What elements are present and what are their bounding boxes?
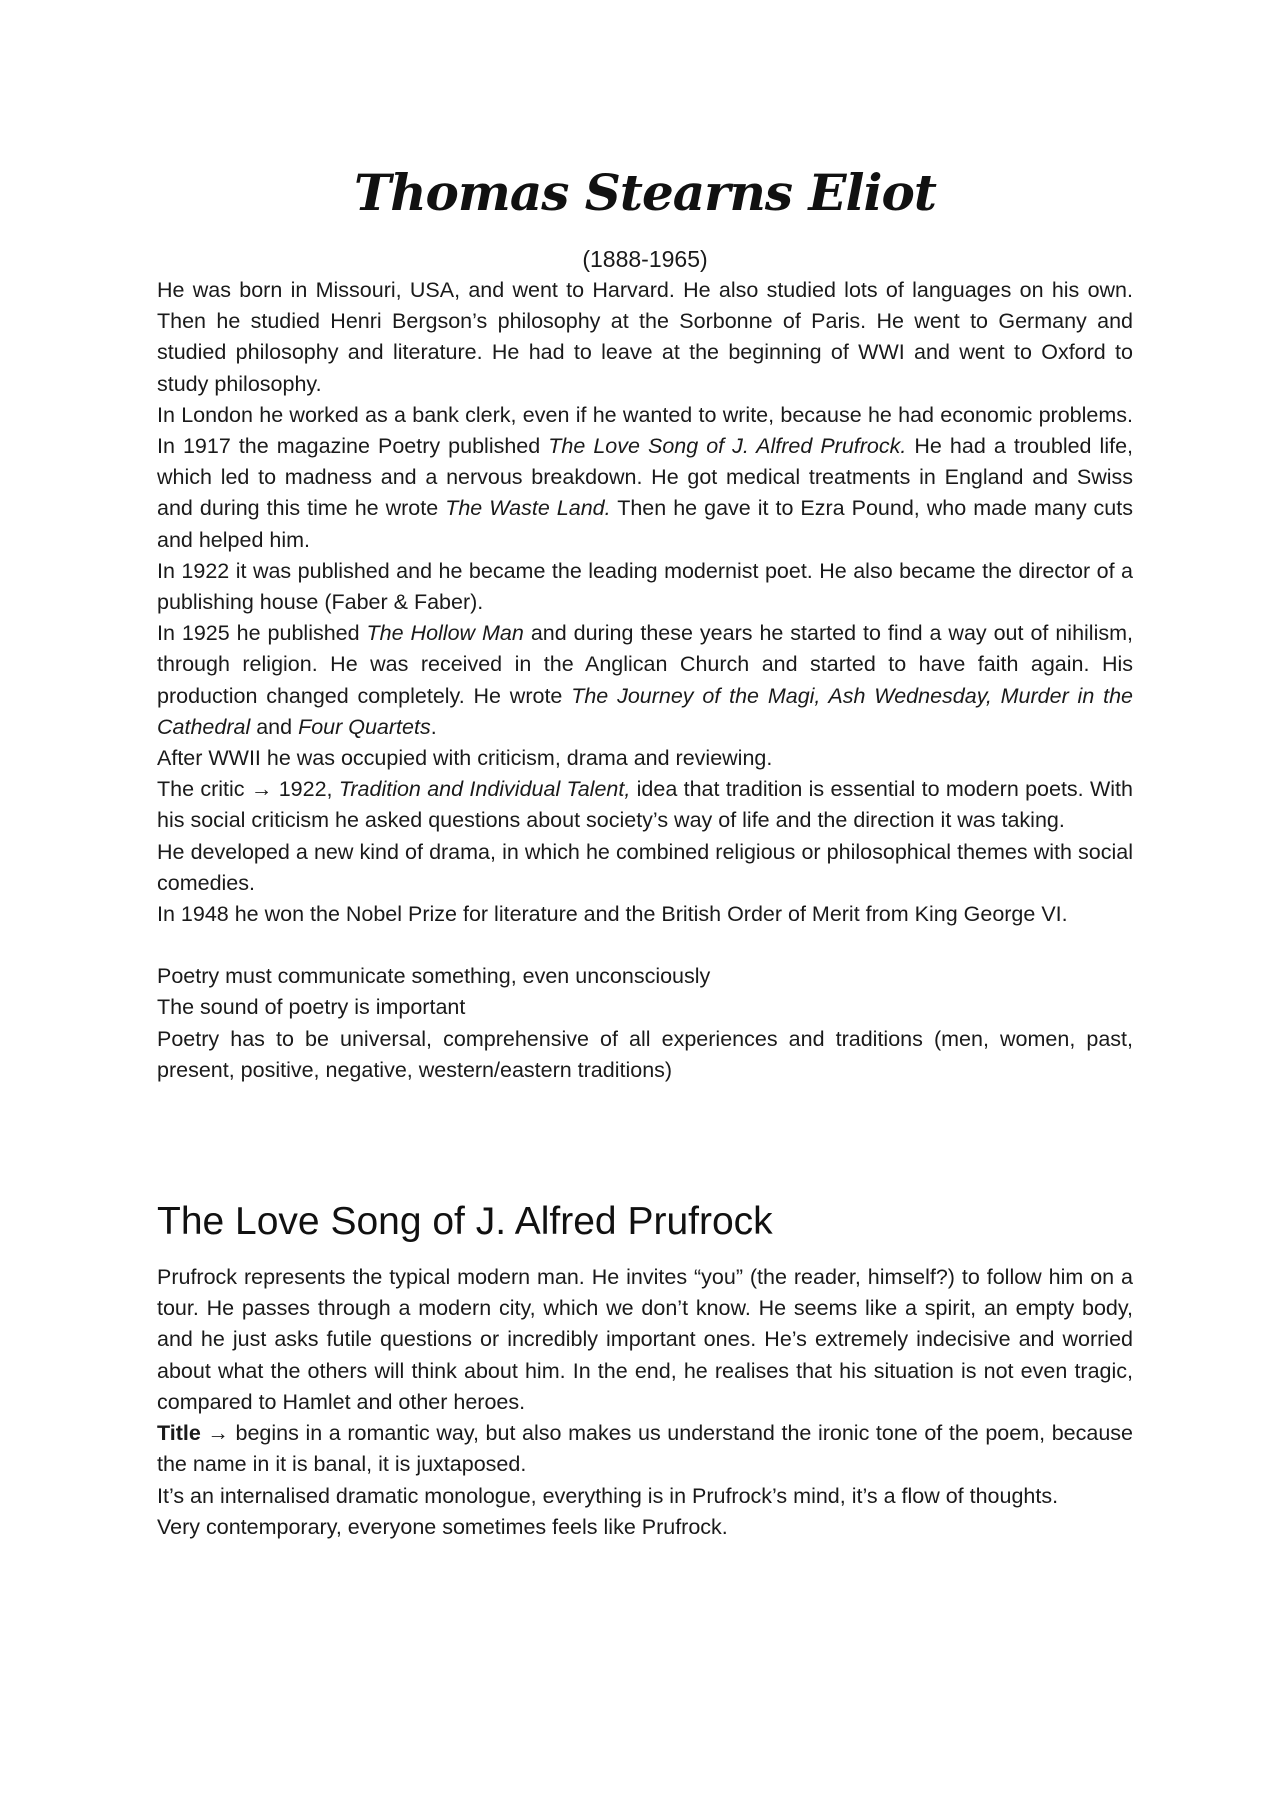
work-title: The Waste Land. bbox=[445, 496, 611, 521]
bio-text: Then he gave it to Ezra Pound, who made many cuts and helped him. bbox=[157, 496, 1133, 552]
document-content bbox=[157, 158, 1133, 1543]
principle-2: The sound of poetry is important bbox=[157, 995, 466, 1020]
work-title: The Journey of the Magi, Ash Wednesday, Murder in the Cathedral bbox=[157, 683, 1133, 739]
bio-paragraph-8: In 1948 he won the Nobel Prize for literature and the British Order of Merit from King George VI. bbox=[157, 902, 1068, 927]
bio-text: He had a troubled life, which led to madness and a nervous breakdown. He got medical treatments in England and Swiss and during this time he wrote bbox=[157, 434, 1133, 521]
bio-paragraph-5: After WWII he was occupied with criticism, drama and reviewing. bbox=[157, 746, 773, 771]
bio-text: and during these years he started to find a way out of nihilism, through religion. He was received in the Anglican Church and started to have faith again. His production changed completely. He wrote bbox=[157, 621, 1133, 708]
bio-paragraph-7: He developed a new kind of drama, in which he combined religious or philosophical themes with social comedies. bbox=[157, 839, 1133, 895]
work-title: The Love Song of J. Alfred Prufrock. bbox=[548, 434, 907, 459]
prufrock-paragraph-2 bbox=[157, 1418, 1133, 1480]
prufrock-paragraph-1: Prufrock represents the typical modern man. He invites “you” (the reader, himself?) to follow him on a tour. He passes through a modern city, which we don’t know. He seems like a spirit, an empty body, and he just asks futile questions or incredibly important ones. He’s extremely indecisive and worried about what the others will think about him. In the end, he realises that his situation is not even tragic, compared to Hamlet and other heroes. bbox=[157, 1265, 1133, 1414]
bio-text: and bbox=[250, 714, 299, 739]
bio-paragraph-1: He was born in Missouri, USA, and went to Harvard. He also studied lots of languages on his own. Then he studied Henri Bergson’s philosophy at the Sorbonne of Paris. He went to Germany and studied philosophy and literature. He had to leave at the beginning of WWI and went to Oxford to study philosophy. bbox=[157, 278, 1133, 396]
bio-text: The critic → 1922, bbox=[157, 777, 339, 802]
spacer bbox=[157, 930, 1133, 961]
bio-paragraph-2 bbox=[157, 400, 1133, 556]
section-title-prufrock: The Love Song of J. Alfred Prufrock bbox=[157, 1200, 773, 1244]
bio-text: In London he worked as a bank clerk, even if he wanted to write, because he had economic problems. In 1917 the magazine Poetry published bbox=[157, 402, 1133, 459]
title-label: Title bbox=[157, 1421, 201, 1446]
bio-text: idea that tradition is essential to modern poets. With his social criticism he asked questions about society’s way of life and the direction it was taking. bbox=[157, 777, 1133, 833]
work-title: The Hollow Man bbox=[366, 621, 524, 646]
principle-1: Poetry must communicate something, even unconsciously bbox=[157, 964, 711, 989]
bio-paragraph-6 bbox=[157, 774, 1133, 836]
bio-text: . bbox=[430, 714, 437, 739]
bio-paragraph-3: In 1922 it was published and he became the leading modernist poet. He also became the director of a publishing house (Faber & Faber). bbox=[157, 558, 1133, 615]
life-dates: (1888-1965) bbox=[582, 246, 708, 272]
prufrock-paragraph-3: It’s an internalised dramatic monologue, everything is in Prufrock’s mind, it’s a flow of thoughts. bbox=[157, 1483, 1059, 1508]
work-title: Tradition and Individual Talent, bbox=[338, 777, 631, 802]
page-title: Thomas Stearns Eliot bbox=[354, 163, 936, 222]
bio-paragraph-4 bbox=[157, 618, 1133, 743]
work-title: Four Quartets bbox=[298, 714, 431, 739]
bio-text: In 1925 he published bbox=[157, 621, 367, 646]
prufrock-paragraph-4: Very contemporary, everyone sometimes feels like Prufrock. bbox=[157, 1514, 728, 1539]
principle-3: Poetry has to be universal, comprehensive of all experiences and traditions (men, women, past, present, positive, negative, western/eastern traditions) bbox=[157, 1026, 1133, 1082]
prufrock-text: → begins in a romantic way, but also makes us understand the ironic tone of the poem, because the name in it is banal, it is juxtaposed. bbox=[157, 1421, 1133, 1477]
